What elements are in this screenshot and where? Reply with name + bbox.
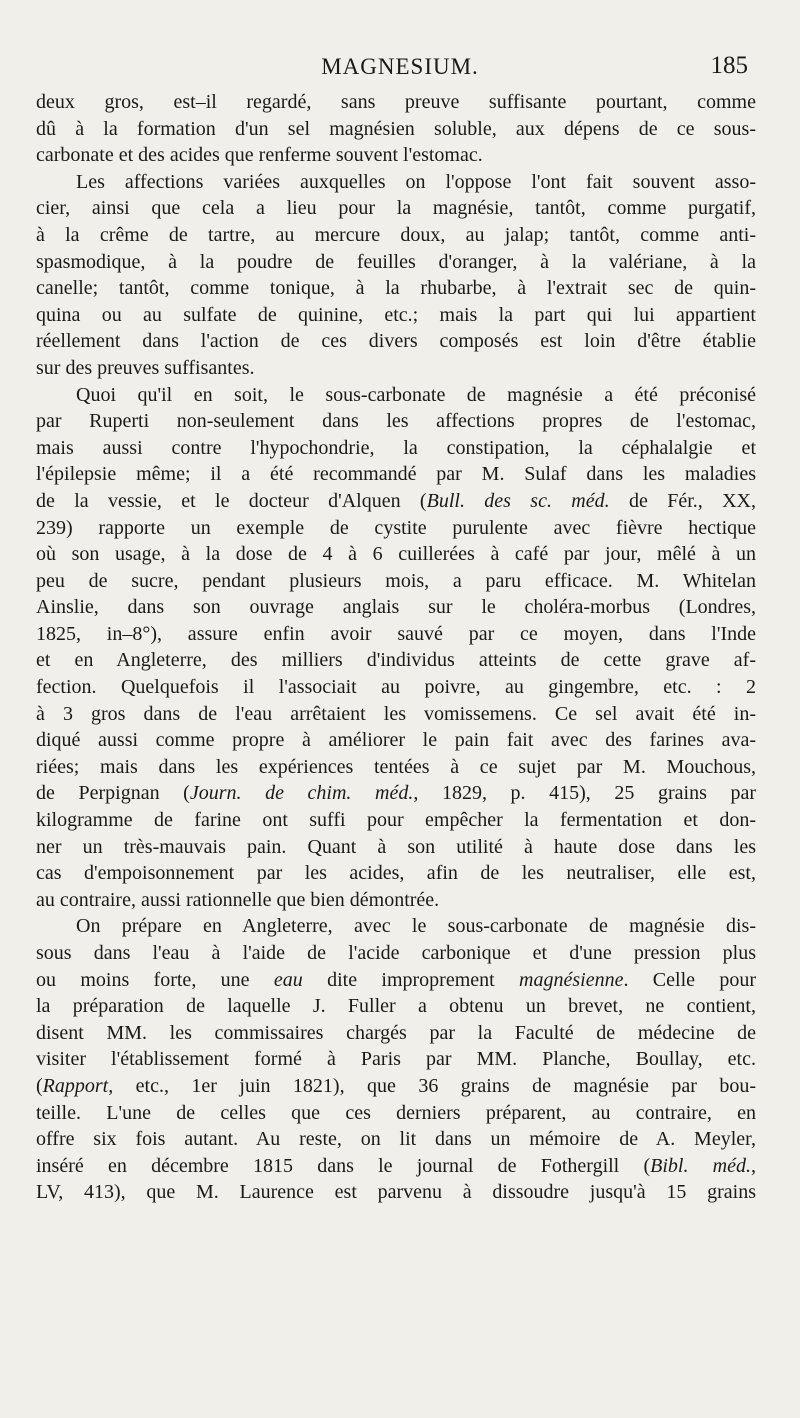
text-segment: , bbox=[751, 1154, 756, 1177]
text-line: peu de sucre, pendant plusieurs mois, a paru efficace. M. Whitelan bbox=[36, 569, 756, 592]
text-line: kilogramme de farine ont suffi pour empêcher la fermentation et don- bbox=[36, 809, 756, 832]
text-line: où son usage, à la dose de 4 à 6 cuillerées à café par jour, mêlé à un bbox=[36, 543, 756, 566]
italic-citation: Journ. de chim. méd. bbox=[189, 782, 414, 805]
text-line: fection. Quelquefois il l'associait au poivre, au gingembre, etc. : 2 bbox=[36, 676, 756, 699]
text-segment: , etc., 1er juin 1821), que 36 grains de magnésie par bou- bbox=[108, 1074, 756, 1097]
text-line: Les affections variées auxquelles on l'oppose l'ont fait souvent asso- bbox=[76, 170, 756, 193]
text-line: Ainslie, dans son ouvrage anglais sur le choléra-morbus (Londres, bbox=[36, 596, 756, 619]
text-line: au contraire, aussi rationnelle que bien démontrée. bbox=[36, 888, 440, 911]
text-line: mais aussi contre l'hypochondrie, la constipation, la céphalalgie et bbox=[36, 436, 756, 459]
text-line: riées; mais dans les expériences tentées à ce sujet par M. Mouchous, bbox=[36, 755, 756, 778]
text-line: LV, 413), que M. Laurence est parvenu à dissoudre jusqu'à 15 grains bbox=[36, 1181, 756, 1204]
text-line: visiter l'établissement formé à Paris par MM. Planche, Boullay, etc. bbox=[36, 1048, 756, 1071]
running-title: MAGNESIUM. bbox=[321, 54, 479, 79]
text-line: à la crême de tartre, au mercure doux, au jalap; tantôt, comme anti- bbox=[36, 223, 756, 246]
text-segment: ( bbox=[36, 1074, 43, 1097]
text-line: carbonate et des acides que renferme souvent l'estomac. bbox=[36, 144, 483, 167]
text-line: teille. L'une de celles que ces derniers préparent, au contraire, en bbox=[36, 1101, 756, 1124]
italic-citation: Rapport bbox=[42, 1074, 109, 1097]
text-line: spasmodique, à la poudre de feuilles d'oranger, à la valériane, à la bbox=[36, 250, 756, 273]
body-text bbox=[36, 89, 756, 1206]
text-line: canelle; tantôt, comme tonique, à la rhubarbe, à l'extrait sec de quin- bbox=[36, 277, 756, 300]
italic-citation: eau bbox=[273, 968, 303, 991]
text-line: deux gros, est–il regardé, sans preuve suffisante pourtant, comme bbox=[36, 91, 756, 113]
italic-citation: Bibl. méd. bbox=[650, 1154, 751, 1177]
text-segment: . Celle pour bbox=[623, 968, 756, 991]
text-segment: de Fér., XX, bbox=[609, 489, 756, 512]
text-segment: inséré en décembre 1815 dans le journal de Fothergill ( bbox=[36, 1154, 651, 1177]
text-segment: de la vessie, et le docteur d'Alquen ( bbox=[36, 489, 427, 512]
text-line: sous dans l'eau à l'aide de l'acide carbonique et d'une pression plus bbox=[36, 942, 756, 964]
text-line: ner un très-mauvais pain. Quant à son utilité à haute dose dans les bbox=[36, 835, 756, 858]
text-segment: de Perpignan ( bbox=[36, 782, 190, 805]
text-line bbox=[36, 1153, 756, 1180]
text-segment: dite improprement bbox=[302, 968, 520, 991]
text-line: l'épilepsie même; il a été recommandé par M. Sulaf dans les maladies bbox=[36, 463, 756, 486]
text-line bbox=[36, 1073, 756, 1100]
text-line: 239) rapporte un exemple de cystite purulente avec fièvre hectique bbox=[36, 516, 756, 539]
page-number: 185 bbox=[710, 52, 748, 79]
text-line: cas d'empoisonnement par les acides, afin de les neutraliser, elle est, bbox=[36, 862, 756, 885]
text-line: à 3 gros dans de l'eau arrêtaient les vomissemens. Ce sel avait été in- bbox=[36, 702, 756, 725]
running-head bbox=[36, 52, 764, 86]
text-line: diqué aussi comme propre à améliorer le pain fait avec des farines ava- bbox=[36, 729, 756, 752]
text-segment: , 1829, p. 415), 25 grains par bbox=[413, 782, 757, 805]
text-line: sur des preuves suffisantes. bbox=[36, 356, 255, 379]
text-line: On prépare en Angleterre, avec le sous-carbonate de magnésie dis- bbox=[76, 915, 756, 938]
text-line: et en Angleterre, des milliers d'individus atteints de cette grave af- bbox=[36, 649, 756, 672]
text-line: disent MM. les commissaires chargés par la Faculté de médecine de bbox=[36, 1021, 756, 1044]
text-line: quina ou au sulfate de quinine, etc.; mais la part qui lui appartient bbox=[36, 303, 756, 326]
text-segment: ou moins forte, une bbox=[36, 968, 274, 991]
text-line: la préparation de laquelle J. Fuller a obtenu un brevet, ne contient, bbox=[36, 995, 756, 1018]
text-line: par Ruperti non-seulement dans les affections propres de l'estomac, bbox=[36, 410, 756, 433]
text-line: dû à la formation d'un sel magnésien soluble, aux dépens de ce sous- bbox=[36, 117, 756, 140]
italic-citation: magnésienne bbox=[519, 968, 624, 991]
text-line: Quoi qu'il en soit, le sous-carbonate de magnésie a été préconisé bbox=[76, 383, 756, 406]
text-line: réellement dans l'action de ces divers composés est loin d'être établie bbox=[36, 330, 756, 353]
text-line bbox=[36, 488, 756, 515]
italic-citation: Bull. des sc. méd. bbox=[426, 489, 610, 512]
text-line bbox=[36, 780, 756, 807]
text-line: 1825, in–8°), assure enfin avoir sauvé par ce moyen, dans l'Inde bbox=[36, 622, 756, 645]
text-line: offre six fois autant. Au reste, on lit dans un mémoire de A. Meyler, bbox=[36, 1128, 756, 1151]
text-line: cier, ainsi que cela a lieu pour la magnésie, tantôt, comme purgatif, bbox=[36, 197, 756, 220]
text-line bbox=[36, 967, 756, 994]
